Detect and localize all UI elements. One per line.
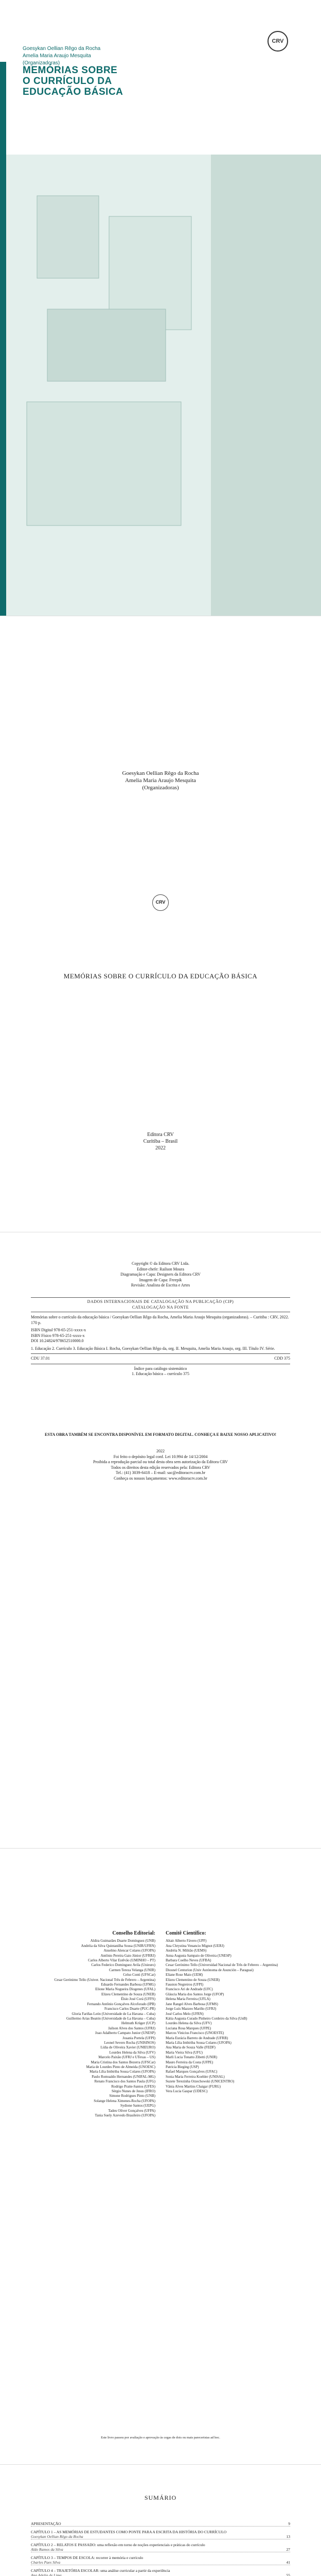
council-member: Maria Lília Imbiriba Sousa Colares (UFOPA) (90, 2070, 155, 2074)
classification-row (31, 1356, 290, 1362)
committee-member: Diosnel Centurion (Univ Autónoma de Asunción – Paraguai) (166, 1968, 254, 1972)
toc-entry-title: APRESENTAÇÃO (31, 2521, 61, 2526)
toc-entry-text (31, 2543, 205, 2552)
council-member: Helmuth Krüger (UCP) (121, 2021, 155, 2026)
toc-entry-page: 41 (286, 2560, 290, 2565)
legal-line: Foi feito o depósito legal conf. Lei 10.994 de 14/12/2004 (113, 1454, 208, 1459)
council-member: Carlos Alberto Vilar Estêvão (UMINHO – PT) (88, 1958, 155, 1963)
index-heading: Índice para catálogo sistemático (134, 1366, 187, 1371)
cover-accent-bar (0, 62, 6, 616)
council-columns (21, 1931, 300, 2118)
council-member: Eduardo Fernandes Barbosa (UFMG) (101, 1982, 155, 1987)
committee-member: Barbara Coelho Neves (UFBA) (166, 1958, 211, 1963)
council-right-list (166, 1939, 300, 2094)
cip-body: Memórias sobre o currículo da educação básica / Goesykan Oellian Rêgo da Rocha, Amelia Maria Araujo Mesquita (organizadoras). – Curitiba : CRV, 2022. 170 p. (31, 1315, 289, 1325)
toc-entry-text (31, 2521, 61, 2526)
council-member: Tadeu Oliver Gonçalves (UFPA) (108, 2108, 155, 2113)
committee-member: Sonia Maria Ferreira Koehler (UNISAL) (166, 2074, 225, 2079)
committee-member: Maria Lília Imbiriba Sousa Colares (UFOPA) (166, 2040, 231, 2045)
toc-entry-title: CAPÍTULO 3 – TEMPOS DE ESCOLA: recorrer à memória e currículo (31, 2555, 144, 2560)
committee-member: Fauston Negreiros (UFPI) (166, 1982, 204, 1987)
council-member: Solange Helena Ximenes-Rocha (UFOPA) (94, 2098, 155, 2103)
toc-entry-text (31, 2568, 170, 2576)
committee-member: Mauro Ferreira da Costa (UFPE) (166, 2060, 213, 2064)
council-member: Lourdes Helena da Silva (UFV) (109, 2050, 155, 2055)
council-member: Guillermo Arias Beatón (Universidade de La Havana – Cuba) (66, 2016, 155, 2021)
cover-authors (23, 45, 100, 67)
cover-title-line: EDUCAÇÃO BÁSICA (23, 87, 123, 97)
committee-member: Cesar Gerónimo Tello (Universidad Nacional de Três de Febrero – Argentina) (166, 1963, 278, 1968)
halftitle-title: MEMÓRIAS SOBRE O CURRÍCULO DA EDUCAÇÃO BÁSICA (63, 972, 258, 980)
council-member: Tania Suely Azevedo Brasileiro (UFOPA) (95, 2113, 155, 2118)
toc-entry-title: CAPÍTULO 1 – AS MEMÓRIAS DE ESTUDANTES COMO PONTE PARA A ESCRITA DA HISTÓRIA DO CURRÍCULO (31, 2530, 227, 2534)
legal-line: Tel.: (41) 3039-6418 – E-mail: sac@editoracrv.com.br (115, 1470, 206, 1475)
toc-entry[interactable] (31, 2555, 290, 2565)
summary-title: SUMÁRIO (144, 2494, 177, 2501)
council-member: Josania Portela (UFPI) (122, 2036, 155, 2040)
halftitle-publisher (0, 1131, 321, 1151)
committee-member: Vera Lucia Gaspar (UDESC) (166, 2089, 208, 2093)
cover-title (23, 65, 123, 97)
council-member: Sérgio Nunes de Jesus (IFRO) (111, 2089, 155, 2093)
committee-member: Eliane Rose Maio (UEM) (166, 1973, 203, 1977)
council-member: Joao Adalberto Campato Junior (UNESP) (95, 2031, 155, 2036)
legal-line: Conheça os nossos lançamentos: www.editoracrv.com.br (114, 1476, 207, 1481)
publisher-city: Curitiba – Brasil (143, 1139, 178, 1144)
committee-member: Gláucia Maria dos Santos Jorge (UFOP) (166, 1992, 224, 1996)
digital-notice: ESTA OBRA TAMBÉM SE ENCONTRA DISPONÍVEL EM FORMATO DIGITAL. CONHEÇA E BAIXE NOSSO APLICATIVO! (45, 1432, 276, 1437)
committee-member: Ana Maria de Souza Valle (FEDF) (166, 2045, 216, 2050)
cover-title-line: O CURRÍCULO DA (23, 76, 112, 87)
legal-footer (31, 1449, 290, 1481)
toc-entry-page: 27 (286, 2547, 290, 2552)
cip-header (31, 1297, 290, 1312)
committee-member: Altair Alberto Fávero (UPF) (166, 1939, 207, 1943)
copyright-credits (31, 1261, 290, 1289)
cover-author-1: Goesykan Oellian Rêgo da Rocha (23, 46, 101, 52)
cover-author-2: Amelia Maria Araujo Mesquita (23, 53, 91, 59)
cip-header-line: CATALOGAÇÃO NA FONTE (132, 1304, 189, 1310)
council-member: Celso Conti (UFSCar) (123, 1973, 155, 1977)
council-member: Francisco Carlos Duarte (PUC-PR) (104, 2007, 155, 2011)
committee-member: Jane Rangel Alves Barbosa (UFMS) (166, 2002, 218, 2006)
council-member: Maria de Lourdes Pinto de Almeida (UNOESC) (86, 2064, 155, 2069)
committee-member: José Carlos Melo (UFRN) (166, 2011, 204, 2016)
cip-header-line: DADOS INTERNACIONAIS DE CATALOGAÇÃO NA PUBLICAÇÃO (CIP) (87, 1299, 234, 1304)
council-member: Antônio Pereira Gaio Júnior (UFRRJ) (100, 1953, 155, 1958)
toc-entry[interactable] (31, 2568, 290, 2576)
credit-line: Diagramação e Capa: Designers da Editora CRV (120, 1272, 201, 1277)
credit-line: Copyright © da Editora CRV Ltda. (132, 1261, 189, 1266)
cip-subjects: 1. Educação 2. Currículo 3. Educação Básica I. Rocha, Goesykan Oellian Rêgo da, org. II. Mesquita, Amelia Maria Araujo, org. III. Título IV. Série. (31, 1346, 275, 1351)
index-block (31, 1366, 290, 1377)
cover-photo-strip (211, 155, 321, 616)
council-member: Lídia de Oliveira Xavier (UNIEURO) (100, 2045, 155, 2050)
committee-member: Patricia Bieging (USP) (166, 2064, 199, 2069)
council-left-heading: Conselho Editorial: (112, 1930, 155, 1936)
summary-page (0, 2465, 321, 2576)
committee-member: Elizeu Clementino de Souza (UNEB) (166, 1977, 220, 1982)
toc-entry-text (31, 2530, 226, 2539)
committee-member: Vânia Alves Martins Chaigar (FURG) (166, 2084, 221, 2089)
toc-entry-author: Ana Adelia de Lima (31, 2573, 62, 2576)
council-member: Élsio José Corá (UFFS) (121, 1997, 155, 2002)
committee-member: Lourdes Helena da Silva (UFV) (166, 2021, 212, 2026)
toc-entry-author: Aldo Ramos da Silva (31, 2547, 63, 2552)
cover-organizers-label: (Organizadoras) (23, 60, 60, 66)
isbn-line: ISBN Digital 978-65-251-xxxx-x (31, 1328, 86, 1332)
council-left-list (21, 1939, 155, 2118)
copyright-page (0, 1232, 321, 1849)
toc-entry[interactable] (31, 2521, 290, 2527)
committee-member: Maria Vieira Silva (UFU) (166, 2050, 203, 2055)
toc-entry-author: Goesykan Oellian Rêgo da Rocha (31, 2534, 83, 2539)
toc-entry-page: 55 (286, 2573, 290, 2576)
cdu-code: CDU 37.01 (31, 1356, 50, 1361)
publisher-name: Editora CRV (147, 1132, 174, 1138)
committee-member: Francisco Ari de Andrade (UFC) (166, 1987, 213, 1992)
index-entry: 1. Educação básica – currículo 375 (132, 1371, 189, 1376)
halftitle-author: Goesykan Oellian Rêgo da Rocha (122, 770, 199, 776)
council-member: Simone Rodrigues Pinto (UNB) (109, 2094, 155, 2098)
halftitle-organizers: (Organizadoras) (142, 785, 179, 791)
doi-line: DOI 10.24824/978652510000.0 (31, 1338, 84, 1343)
committee-member: Helena Maria Ferreira (UFLA) (166, 1997, 210, 2002)
cdd-code: CDD 375 (274, 1356, 290, 1361)
isbn-block (31, 1328, 290, 1344)
council-member: Leonel Severo Rocha (UNISINOS) (104, 2040, 155, 2045)
legal-year: 2022 (156, 1449, 165, 1453)
committee-member: Maria Eurácia Barreto de Andrade (UFRB) (166, 2036, 228, 2040)
council-right-column (166, 1931, 300, 2118)
toc-entry-title: CAPÍTULO 2 – RELATOS E PASSADO: uma reflexão em torno de noções experienciais e práticas do currículo (31, 2543, 205, 2547)
toc-entry[interactable] (31, 2530, 290, 2539)
table-of-contents (31, 2521, 290, 2576)
legal-line: Todos os direitos desta edição reservados pela: Editora CRV (111, 1465, 210, 1470)
committee-member: Luciana Rosa Marques (UFPE) (166, 2026, 211, 2030)
council-member: Andréia da Silva Quintanilha Sousa (UNIR/UFRN) (81, 1943, 155, 1948)
council-member: Cesar Gerónimo Tello (Univer. Nacional Três de Febrero – Argentina) (54, 1977, 155, 1982)
toc-entry-page: 13 (286, 2534, 290, 2539)
credit-line: Revisão: Analista de Escrita e Artes (131, 1283, 190, 1287)
committee-member: Jorge Luís Mazzeo Mariño (UFRJ) (166, 2007, 217, 2011)
credit-line: Imagem de Capa: Freepik (139, 1277, 182, 1282)
divider (31, 1353, 290, 1354)
halftitle-authors (0, 770, 321, 791)
toc-entry-title: CAPÍTULO 4 – TRAJETÓRIA ESCOLAR: uma análise curricular a partir da experiência (31, 2568, 170, 2573)
toc-entry-author: Charles Paes Silva (31, 2560, 61, 2565)
credit-line: Editor-chefe: Railson Moura (137, 1266, 184, 1272)
council-member: Elione Maria Nogueira Diogenes (UFAL) (95, 1987, 155, 1992)
council-member: Carmen Tereza Velanga (UNIR) (109, 1968, 155, 1972)
toc-entry-text (31, 2555, 143, 2565)
committee-member: Andréia N. Militão (UEMS) (166, 1948, 207, 1953)
council-member: Jailson Alves dos Santos (UFRJ) (108, 2026, 155, 2030)
committee-member: Rafael Marques Gonçalves (UFAC) (166, 2070, 218, 2074)
toc-entry-page: 9 (288, 2521, 290, 2526)
council-member: Maria Cristina dos Santos Bezerra (UFSCar) (91, 2060, 155, 2064)
peer-review-note: Este livro passou por avaliação e aprovação às cegas de dois ou mais pareceristas ad hoc. (101, 2436, 220, 2439)
council-right-heading: Comitê Científico: (166, 1930, 206, 1936)
council-member: Paulo Romualdo Hernandes (UNIFAL-MG) (92, 2074, 155, 2079)
council-member: Gloria Fariñas León (Universidade de La Havana – Cuba) (72, 2011, 155, 2016)
council-member: Aldira Guimarães Duarte Domínguez (UNB) (90, 1939, 155, 1943)
cip-block (31, 1297, 290, 1377)
publisher-logo: CRV (268, 31, 288, 52)
toc-entry[interactable] (31, 2543, 290, 2552)
cover-title-line: MEMÓRIAS SOBRE (23, 65, 118, 76)
committee-member: Marcos Vinicius Francisco (UNOESTE) (166, 2031, 224, 2036)
committee-member: Anna Augusta Sampaio de Oliveira (UNESP) (166, 1953, 231, 1958)
cover-page (0, 0, 321, 616)
council-member: Marcelo Paixão (UFRJ e UTexas – US) (98, 2055, 155, 2060)
isbn-line: ISBN Físico 978-65-251-xxxx-x (31, 1333, 85, 1338)
council-left-column (21, 1931, 155, 2118)
publisher-logo: CRV (152, 894, 169, 911)
committee-member: Marli Lucia Tonatto Zibetti (UNIR) (166, 2055, 218, 2060)
council-member: Elizeu Clementino de Souza (UNEB) (101, 1992, 155, 1996)
council-member: Carlos Federico Dominguez Avila (Unieuro) (91, 1963, 155, 1968)
halftitle-author: Amelia Maria Araujo Mesquita (125, 777, 196, 784)
legal-line: Proibida a reprodução parcial ou total desta obra sem autorização da Editora CRV (93, 1460, 228, 1464)
committee-member: Suzete Terezinha Orzechowski (UNICENTRO) (166, 2079, 235, 2084)
council-member: Rodrigo Pratte-Santos (UFES) (111, 2084, 155, 2089)
half-title-page (0, 616, 321, 1232)
publisher-year: 2022 (155, 1145, 166, 1151)
council-member: Fernando Antônio Gonçalves Alcoforado (IPB) (87, 2002, 155, 2006)
council-member: Sydione Santos (UEPG) (120, 2104, 155, 2108)
council-member: Renato Francisco dos Santos Paula (UFG) (94, 2079, 155, 2084)
editorial-council-page (0, 1849, 321, 2465)
committee-member: Ana Chrystina Venancio Mignot (UERJ) (166, 1943, 224, 1948)
committee-member: Kátia Augusta Curado Pinheiro Cordeiro da Silva (UnB) (166, 2016, 247, 2021)
council-member: Anselmo Alencar Colares (UFOPA) (103, 1948, 155, 1953)
